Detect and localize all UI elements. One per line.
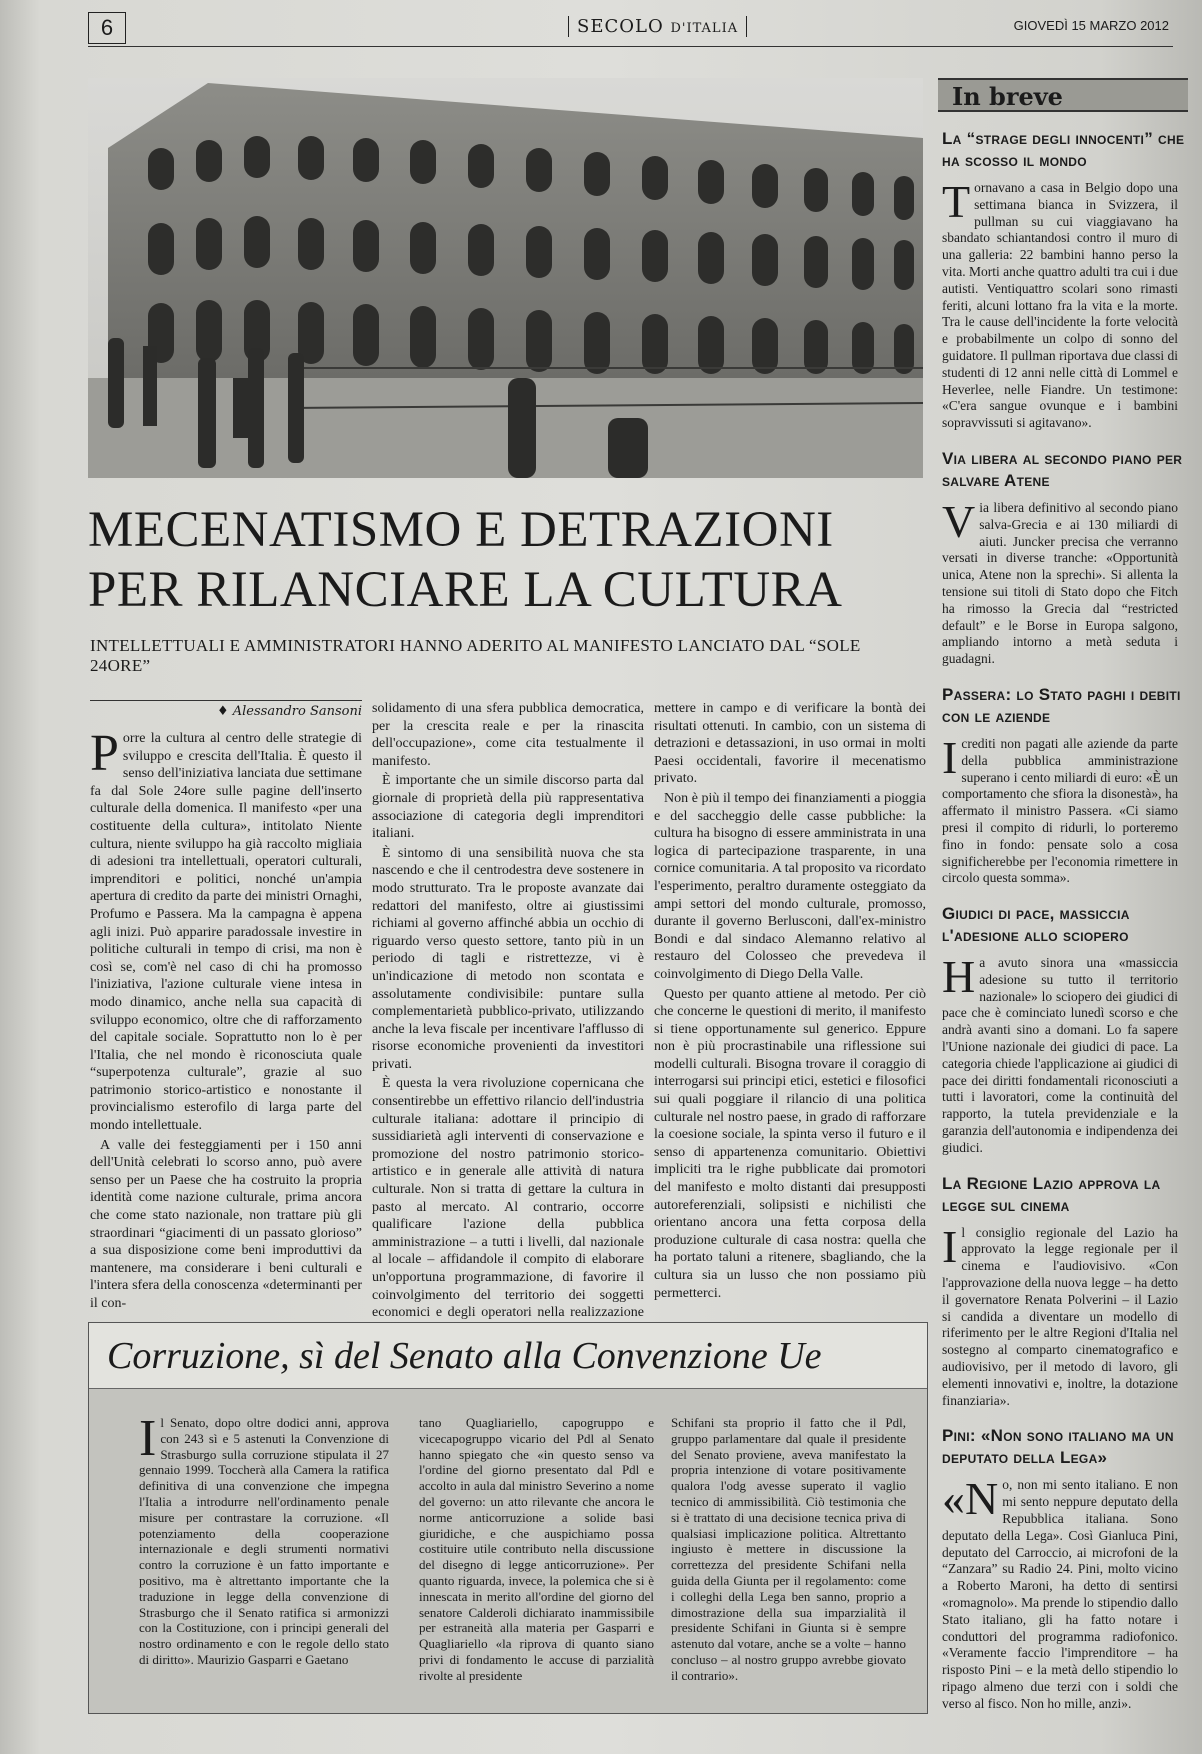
article-paragraph: Non è più il tempo dei finanziamenti a pioggia e del saccheggio delle casse pubbliche: la cultura ha bisogno di essere amministrata in una logica di partecipazione trasparente, in una cornice comunitaria. A tal proposito va ricordato l'esperimento, peraltro duramente osteggiato da ampi settori del mondo culturale, promosso, durante il governo Berlusconi, dall'ex-ministro Bondi e dal sindaco Alemanno relativo al restauro del Colosseo che prevedeva il coinvolgimento di Diego Della Valle. — [654, 790, 926, 982]
article-column-1 — [90, 725, 362, 1315]
brief-title: Pini: «Non sono italiano ma un deputato della Lega» — [942, 1426, 1174, 1468]
masthead — [88, 12, 1173, 47]
box-paragraph: tano Quagliariello, capogruppo e vicecapogruppo vicario del Pdl al Senato hanno spiegato che «in questo senso va l'ordine del giorno presentato dal Pdl e accolto in aula dal ministro Severino a nome del governo: un atto rilevante che ancora le norme anticorruzione a solide basi giuridiche, e che auspichiamo possa costituire utile contributo nella discussione del disegno di legge anticorruzione». Per quanto riguarda, invece, la polemica che si è innescata in merito all'ordine del giorno del senatore Calderoli dichiarato inammissibile per estraneità alla materia per Gasparri e Quagliariello «la riprova di quanto siano privi di fondamento le accuse di parzialità rivolte al presidente — [419, 1415, 654, 1683]
article-column-3 — [654, 700, 926, 1304]
brief-body: ia libera definitivo al secondo piano salva-Grecia e ai 130 miliardi di aiuti. Juncker precisa che verranno versati in diverse tranche: «Opportunità unica, Atene non la sprechi». Si allenta la tensione sui titoli di Stato dopo che Fitch ha rimosso la Grecia dal “restricted default” e le Borse in Europa salgono, ampliando intorno a metà seduta i guadagni. — [942, 499, 1178, 667]
brief-body: o, non mi sento italiano. E non mi sento neppure deputato della Repubblica italiana. Sono deputato della Lega». Così Gianluca Pini, deputato del Carroccio, ai microfoni de la “Zanzara” su Radio 24. Pini, molto vicino a Roberto Maroni, ha detto di sentirsi «romagnolo». Ma prende lo stipendio dallo Stato italiano, gli ha fatto notare i conduttori del programma radiofonico. «Veramente faccio l'imprenditore – ha risposto Pini – e la metà dello stipendio lo ripago almeno due terzi con i soldi che verso al fisco. Non ho mille, anzi». — [942, 1477, 1178, 1711]
article-paragraph: È questa la vera rivoluzione copernicana che consentirebbe un effettivo rilancio dell'industria culturale italiana: adottare il principio di sussidiarietà agli interventi di conservazione e promozione del nostro patrimonio storico-artistico e in generale alle attività di natura culturale. Non si tratta di gettare la cultura in pasto al mercato. Al contrario, occorre qualificare l'azione della pubblica amministrazione – a tutti i livelli, dal nazionale al locale – affidandole il compito di elaborare un'opportuna programmazione, di favorire il coinvolgimento del territorio dei soggetti economici e degli operatori nella realizzazione — [372, 1076, 644, 1321]
headline-line-2: PER RILANCIARE LA CULTURA — [88, 562, 843, 618]
page-number: 6 — [88, 12, 126, 44]
article-paragraph: È importante che un simile discorso parta dal giornale di proprietà della più rappresentativa associazione di categoria degli imprenditori italiani. — [372, 773, 644, 842]
drop-cap: I — [139, 1410, 157, 1467]
brief-text — [942, 951, 1178, 1157]
brief-body: ornavano a casa in Belgio dopo una settimana bianca in Svizzera, il pullman su cui viaggiavano ha sbandato schiantandosi contro il muro di una galleria: 22 bambini hanno perso la vita. Morti anche quattro adulti tra cui i due autisti. Ventiquattro scolari sono rimasti feriti, alcuni lottano fra la vita e la morte. Tra le cause dell'incidente la forte velocità e probabilmente un colpo di sonno del guidatore. Il pullman riportava due classi di studenti di 12 anni nelle città di Lommel e Heverlee, nelle Fiandre. Un testimone: «C'era sangue ovunque e i bambini sopravvissuti si agitavano». — [942, 180, 1178, 431]
box-text: l Senato, dopo oltre dodici anni, approva con 243 sì e 5 astenuti la Convenzione di Strasburgo sulla corruzione stipulata il 27 gennaio 1999. Toccherà alla Camera la ratifica definitiva di una convenzione che impegna l'Italia a introdurre nell'ordinamento penale misure per contrastare la corruzione. «Il potenziamento della cooperazione internazionale e degli strumenti normativi contro la corruzione è un fatto importante e positivo, ma è altrettanto importante che la traduzione in legge della convenzione di Strasburgo che il Senato ratifica si armonizzi con la Costituzione, con i principi generali del nostro ordinamento e con le regole dello stato di diritto». Maurizio Gasparri e Gaetano — [139, 1415, 389, 1667]
drop-cap: P — [90, 725, 119, 782]
brief-text — [942, 495, 1178, 668]
in-breve-sidebar — [938, 78, 1188, 1748]
headline-line-1: MECENATISMO E DETRAZIONI — [88, 502, 834, 558]
brief-text — [942, 731, 1178, 887]
article-paragraph: mettere in campo e di verificare la bontà dei risultati ottenuti. In cambio, con un sistema di detrazioni e detassazioni, in uso ormai in molti Paesi occidentali, favorire il mecenatismo privato. — [654, 701, 926, 787]
article-paragraph — [90, 725, 362, 1135]
article-headline — [88, 500, 923, 620]
paper-name-suffix: D'ITALIA — [670, 21, 739, 36]
brief-body: a avuto sinora una «massiccia adesione su tutto il territorio nazionale» lo sciopero dei giudici di pace che è cominciato lunedì scorso e che andrà avanti sino a domani. Lo fa sapere l'Unione nazionale dei giudici di pace. La categoria chiede l'applicazione ai giudici di pace dei diritti fondamentali riconosciuti a tutti i lavoratori, come la continuità del rapporto, la tutela previdenziale e la garanzia dell'autonomia e indipendenza dei giudici. — [942, 955, 1178, 1155]
brief-text — [942, 1473, 1178, 1712]
brief-text — [942, 176, 1178, 432]
article-paragraph: Questo per quanto attiene al metodo. Per ciò che concerne le questioni di merito, il manifesto si tiene opportunamente sul generico. Eppure non è più procrastinabile una riflessione sui modelli culturali. Bisogna trovare il coraggio di interrogarsi sui principi etici, estetici e filosofici sui quali poggiare il rilancio di una politica culturale nel nostro paese, in grado di rafforzare la coesione sociale, la spinta verso il futuro e il senso di appartenenza comunitario. Obiettivi impliciti tra le righe pubblicate dai promotori del manifesto e molto distanti dai presupposti autoreferenziali, solipsisti e nichilisti che orientano ancora una fetta corposa della produzione culturale di casa nostra: quella che ha portato taluni a ritenere, sbagliando, che la cultura sia un lusso che non possiamo più permetterci. — [654, 986, 926, 1301]
drop-cap: I — [942, 731, 958, 783]
box-title: Corruzione, sì del Senato alla Convenzione Ue — [89, 1323, 927, 1389]
box-column-2 — [419, 1415, 654, 1686]
article-column-2 — [372, 700, 644, 1341]
box-column-3 — [671, 1415, 906, 1686]
box-paragraph — [139, 1410, 389, 1668]
paper-name — [568, 16, 747, 37]
byline: ♦ Alessandro Sansoni — [90, 700, 362, 719]
brief-body: l consiglio regionale del Lazio ha approvato la legge regionale per il cinema e l'audiovisivo. «Con l'approvazione della nuova legge – ha detto il governatore Renata Polverini – il Lazio si candida a diventare un modello di riferimento per le altre Regioni d'Italia nel sostegno al comparto cinematografico e audiovisivo, per il metodo di lavoro, gli elementi innovativi e, inoltre, la dotazione finanziaria». — [942, 1224, 1178, 1408]
paragraph-text: orre la cultura al centro delle strategie di sviluppo e crescita dell'Italia. È questo il senso dell'iniziativa lanciata due settimane fa dal Sole 24ore sulle pagine dell'inserto culturale della domenica. Il manifesto «per una costituente della cultura», intitolato Niente cultura, niente sviluppo ha già raccolto migliaia di adesioni tra intellettuali, operatori culturali, imprenditori e politici, nonché un'ampia apertura di credito da parte dei ministri Ornaghi, Profumo e Passera. Ma la campagna è appena agli inizi. Può apparire paradossale investire in politiche culturali in tempo di crisi, ma non è così se, com'è nel caso di chi ha promosso l'iniziativa, l'azione culturale viene intesa in modo dinamico, anche nella sua capacità di sviluppo economico, oltre che di rafforzamento del capitale sociale. Soprattutto non lo è per l'Italia, che nel mondo è riconosciuta quale “superpotenza culturale”, grazie al suo patrimonio storico-artistico e nonostante il provincialismo esterofilo di larga parte del mondo intellettuale. — [90, 731, 362, 1134]
drop-cap: V — [942, 495, 976, 547]
issue-date: GIOVEDÌ 15 MARZO 2012 — [1013, 18, 1169, 33]
brief-title: La Regione Lazio approva la legge sul cinema — [942, 1173, 1161, 1215]
brief-text — [942, 1220, 1178, 1410]
colosseum-image — [88, 78, 923, 478]
box-column-1 — [139, 1410, 389, 1670]
drop-cap: H — [942, 951, 976, 1003]
box-paragraph: Schifani sta proprio il fatto che il Pdl, gruppo parlamentare dal quale il presidente del Senato proviene, aveva manifestato la propria intenzione di votare positivamente qualora l'odg avesse superato il vaglio tecnico di ammissibilità. Ciò testimonia che si è trattato di una decisione tecnica priva di qualsiasi implicazione politica. Altrettanto ingiusto è mettere in discussione la correttezza del presidente Schifani nella guida della Giunta per il regolamento: come i colleghi della Lega ben sanno, proprio a dimostrazione della sua imparzialità il presidente Schifani in Giunta si è sempre astenuto dal votare, anche se a volte – hanno concluso – al nostro gruppo avrebbe giovato il contrario». — [671, 1415, 906, 1683]
drop-cap: I — [942, 1220, 958, 1272]
brief-body: crediti non pagati alle aziende da parte della pubblica amministrazione superano i cento miliardi di euro: «È un comportamento che sfiora la disonestà», ha affermato il ministro Passera. «Ci siamo presi il compito di ridurli, lo porteremo fino in fondo: pensate solo a cosa significherebbe per l'economia rimettere in circolo questa somma». — [942, 735, 1178, 886]
drop-cap: «N — [942, 1473, 999, 1525]
brief-title: Giudici di pace, massiccia l'adesione allo sciopero — [942, 904, 1130, 946]
article-paragraph: È sintomo di una sensibilità nuova che sta nascendo e che il centrodestra deve sostenere in modo strutturato. Tra le proposte avanzate dai redattori del manifesto, oltre ai giustissimi richiami al governo affinché abbia un occhio di riguardo verso questo settore, tanto più in un periodo di tagli e ristrettezze, vi è un'indicazione di metodo non scontata e assolutamente condivisibile: puntare sulla complementarietà pubblico-privato, utilizzando anche la leva fiscale per incentivare l'afflusso di risorse economiche provenienti da investitori privati. — [372, 845, 644, 1072]
article-subhead: INTELLETTUALI E AMMINISTRATORI HANNO ADERITO AL MANIFESTO LANCIATO DAL “SOLE 24ORE” — [90, 636, 861, 675]
corruption-box — [88, 1322, 928, 1714]
colosseum-photo — [88, 78, 923, 478]
paper-name-main: SECOLO — [577, 16, 664, 37]
drop-cap: T — [942, 176, 971, 227]
brief-title: Via libera al secondo piano per salvare Atene — [942, 448, 1183, 490]
article-paragraph: solidamento di una sfera pubblica democratica, per la crescita reale e per la rinascita dell'occupazione», come cita testualmente il manifesto. — [372, 701, 644, 769]
brief-title: Passera: lo Stato paghi i debiti con le aziende — [942, 684, 1181, 726]
in-breve-header: In breve — [938, 78, 1188, 112]
article-paragraph: A valle dei festeggiamenti per i 150 anni dell'Unità celebrati lo scorso anno, può avere senso per un Paese che ha costruito la propria identità come nazione culturale, prima ancora che come stato nazionale, non trattare più gli straordinari “giacimenti di un passato glorioso” a sua disposizione come beni improduttivi da mantenere, ma considerare i beni culturali e l'intera sfera della conoscenza «determinanti per il con- — [90, 1137, 362, 1311]
brief-title: La “strage degli innocenti” che ha scosso il mondo — [942, 129, 1185, 170]
